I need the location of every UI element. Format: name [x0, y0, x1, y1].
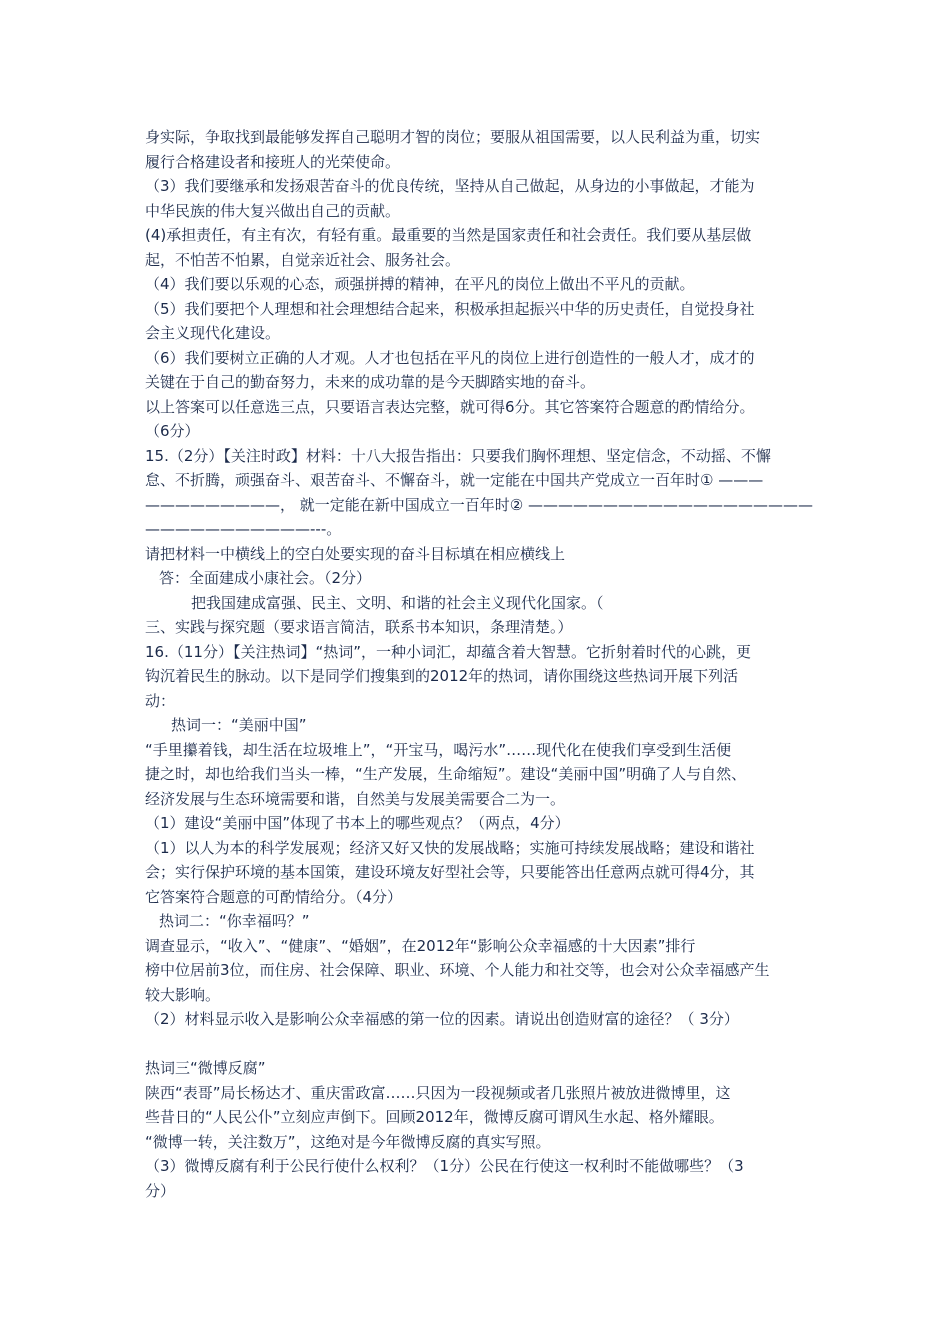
question-15-heading: 15.（2分）【关注时政】材料：十八大报告指出：只要我们胸怀理想、坚定信念，不动摇、不懈: [145, 446, 771, 465]
text-line: 钩沉着民生的脉动。以下是同学们搜集到的2012年的热词，请你围绕这些热词开展下列活: [145, 667, 739, 685]
text-line: 履行合格建设者和接班人的光荣使命。: [145, 152, 401, 171]
text-line: （1）以人为本的科学发展观；经济又好又快的发展战略；实施可持续发展战略；建设和谐社: [145, 838, 755, 857]
text-line: （5）我们要把个人理想和社会理想结合起来，积极承担起振兴中华的历史责任，自觉投身社: [145, 299, 755, 318]
text-line: “手里攥着钱，却生活在垃圾堆上”，“开宝马，喝污水”……现代化在使我们享受到生活便: [145, 740, 732, 759]
text-line: 关键在于自己的勤奋努力，未来的成功靠的是今天脚踏实地的奋斗。: [145, 373, 596, 391]
text-line: 它答案符合题意的可酌情给分。（4分）: [145, 887, 403, 906]
text-line: (4)承担责任，有主有次，有轻有重。最重要的当然是国家责任和社会责任。我们要从基层做: [145, 226, 752, 244]
subquestion-line: （1）建设“美丽中国”体现了书本上的哪些观点？（两点，4分）: [145, 814, 570, 832]
hotword-heading: 热词三“微博反腐”: [145, 1059, 266, 1077]
text-line: “微博一转，关注数万”，这绝对是今年微博反腐的真实写照。: [145, 1132, 551, 1151]
document-page: [145, 125, 815, 1203]
text-line: 起，不怕苦不怕累，自觉亲近社会、服务社会。: [145, 250, 461, 269]
text-line: 较大影响。: [145, 985, 221, 1004]
text-line: 中华民族的伟大复兴做出自己的贡献。: [145, 201, 401, 220]
text-line: 陕西“表哥”局长杨达才、重庆雷政富……只因为一段视频或者几张照片被放进微博里，这: [145, 1083, 731, 1102]
answer-line: 把我国建成富强、民主、文明、和谐的社会主义现代化国家。（: [191, 593, 604, 612]
subquestion-line: （3）微博反腐有利于公民行使什么权利？（1分）公民在行使这一权利时不能做哪些？（3: [145, 1157, 744, 1175]
hotword-heading: 热词一：“美丽中国”: [171, 716, 307, 734]
blank-line: —————————， 就一定能在新中国成立一百年时② ———————————————————: [145, 495, 813, 514]
blank-line: ———————————---。: [145, 520, 342, 538]
hotword-heading: 热词二：“你幸福吗？”: [159, 912, 310, 930]
text-line: 些昔日的“人民公仆”立刻应声倒下。回顾2012年，微博反腐可谓风生水起、格外耀眼。: [145, 1108, 724, 1126]
spacer: [145, 1032, 815, 1057]
text-line: 身实际，争取找到最能够发挥自己聪明才智的岗位；要服从祖国需要，以人民利益为重，切实: [145, 128, 761, 146]
answer-line: 答：全面建成小康社会。（2分）: [159, 569, 372, 587]
text-line: （4）我们要以乐观的心态，顽强拼搏的精神，在平凡的岗位上做出不平凡的贡献。: [145, 275, 695, 293]
question-16-heading: 16.（11分）【关注热词】“热词”，一种小词汇，却蕴含着大智慧。它折射着时代的心跳，更: [145, 642, 751, 661]
section-heading: 三、实践与探究题（要求语言简洁，联系书本知识，条理清楚。）: [145, 618, 573, 636]
subquestion-line: （2）材料显示收入是影响公众幸福感的第一位的因素。请说出创造财富的途径？（ 3分）: [145, 1010, 739, 1028]
text-line: 请把材料一中横线上的空白处要实现的奋斗目标填在相应横线上: [145, 544, 566, 563]
text-line: 会；实行保护环境的基本国策，建设环境友好型社会等，只要能答出任意两点就可得4分，其: [145, 863, 755, 881]
text-line: 怠、不折腾，顽强奋斗、艰苦奋斗、不懈奋斗，就一定能在中国共产党成立一百年时① ———: [145, 471, 764, 489]
text-line: （6）我们要树立正确的人才观。人才也包括在平凡的岗位上进行创造性的一般人才，成才的: [145, 348, 755, 367]
text-line: （6分）: [145, 422, 200, 440]
text-line: 以上答案可以任意选三点，只要语言表达完整，就可得6分。其它答案符合题意的酌情给分。: [145, 397, 755, 416]
text-line: 榜中位居前3位，而住房、社会保障、职业、环境、个人能力和社交等，也会对公众幸福感产生: [145, 961, 770, 979]
text-line: 经济发展与生态环境需要和谐，自然美与发展美需要合二为一。: [145, 789, 566, 808]
text-line: 分）: [145, 1181, 176, 1200]
text-line: （3）我们要继承和发扬艰苦奋斗的优良传统，坚持从自己做起，从身边的小事做起，才能为: [145, 177, 755, 195]
text-line: 捷之时，却也给我们当头一棒，“生产发展，生命缩短”。建设“美丽中国”明确了人与自然、: [145, 765, 747, 783]
text-line: 调查显示，“收入”、“健康”、“婚姻”，在2012年“影响公众幸福感的十大因素”排行: [145, 936, 696, 955]
text-line: 动：: [145, 691, 176, 710]
text-line: 会主义现代化建设。: [145, 324, 281, 342]
